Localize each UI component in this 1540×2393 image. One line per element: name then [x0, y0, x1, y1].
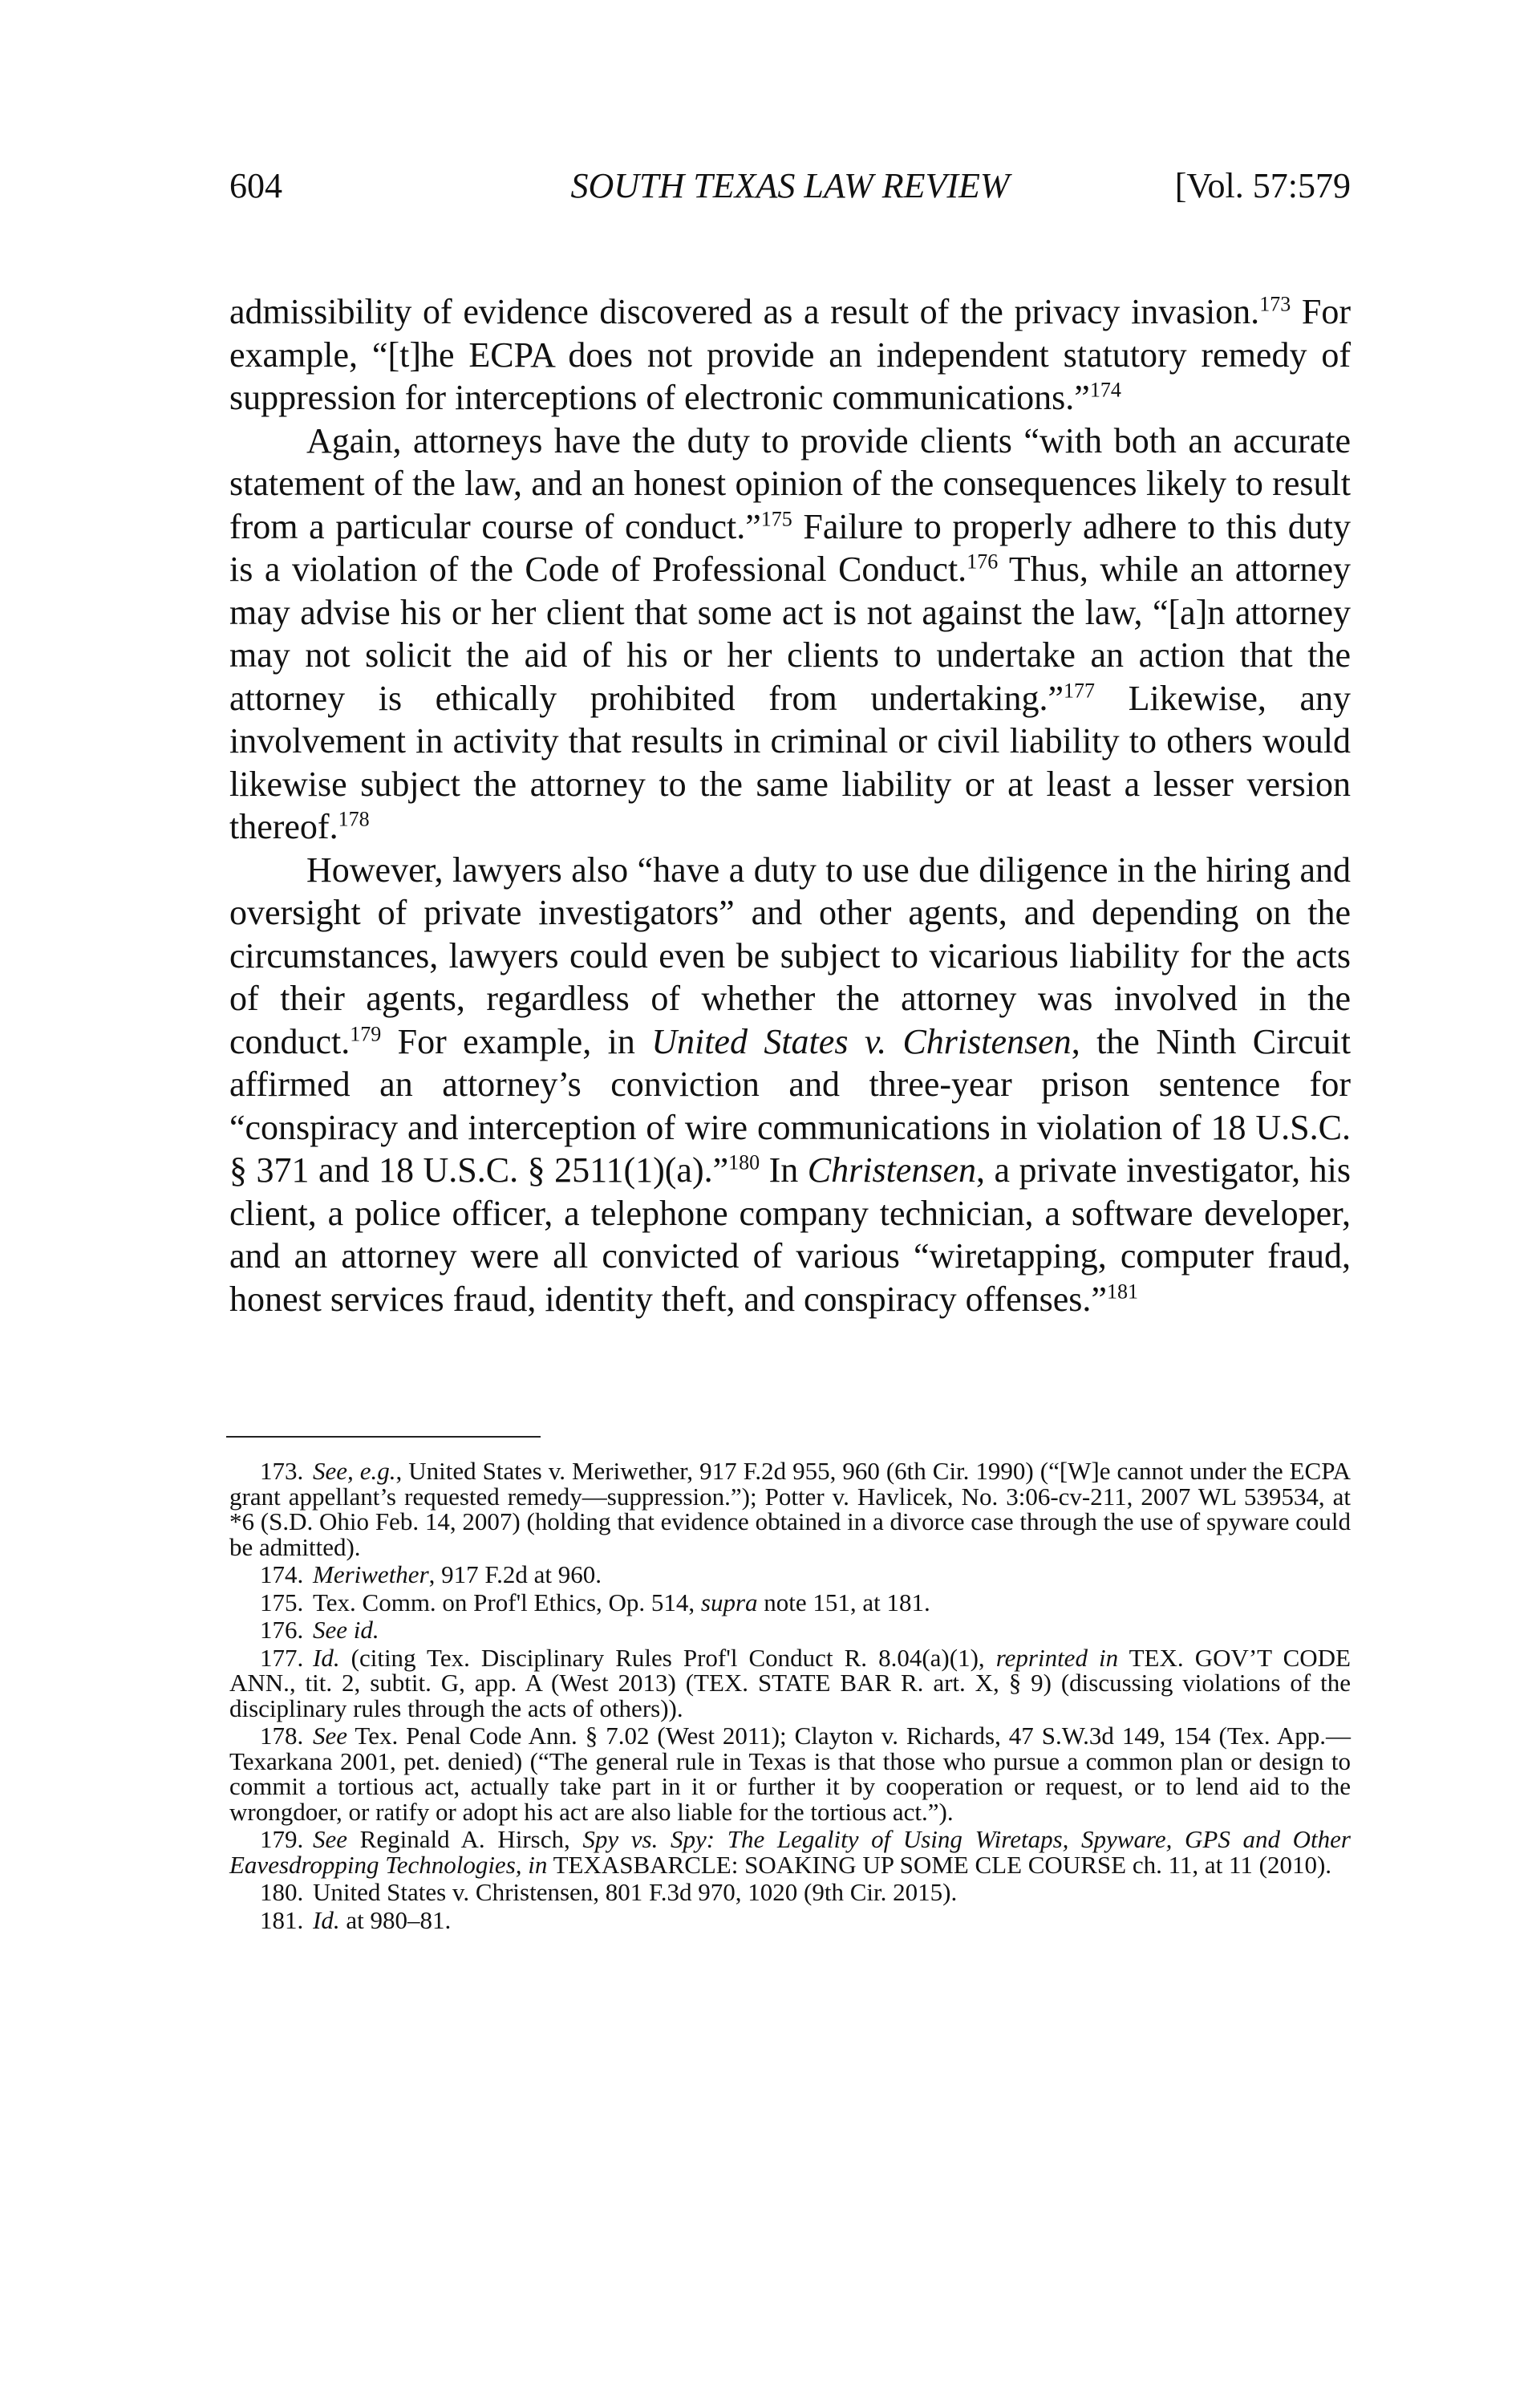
footnote-174: 174. Meriwether, 917 F.2d at 960.	[260, 1560, 602, 1588]
volume-citation: [Vol. 57:579	[1174, 166, 1351, 205]
footnote-176: 176. See id.	[260, 1616, 379, 1644]
footnote-ref-180[interactable]: 180	[728, 1150, 760, 1174]
footnote-ref-174[interactable]: 174	[1089, 378, 1121, 402]
running-header	[229, 165, 1351, 213]
case-name: Christensen	[807, 1150, 976, 1190]
footnote-179: 179. See Reginald A. Hirsch, Spy vs. Spy: The Legality of Using Wiretaps, Spyware, GPS and Other Eavesdropping Technologies, in TEXASBARCLE: SOAKING UP SOME CLE COURSE ch. 11, at 11 (2010).	[229, 1825, 1351, 1879]
footnote-178: 178. See Tex. Penal Code Ann. § 7.02 (West 2011); Clayton v. Richards, 47 S.W.3d 149, 154 (Tex. App.—Texarkana 2001, pet. denied) (“The general rule in Texas is that those who pursue a common plan or design to commit a tortious act, actually take part in it or further it by cooperation or request, or to lend aid to the wrongdoer, or ratify or adopt his act are also liable for the tortious act.”).	[229, 1722, 1351, 1826]
footnote-divider	[226, 1436, 541, 1438]
footnotes	[229, 1458, 1351, 1935]
case-name: United States v. Christensen	[651, 1021, 1072, 1061]
footnote-177: 177. Id. (citing Tex. Disciplinary Rules Prof'l Conduct R. 8.04(a)(1), reprinted in TEX. GOV’T CODE ANN., tit. 2, subtit. G, app. A (West 2013) (TEX. STATE BAR R. art. X, § 9) (discussing violations of the disciplinary rules through the acts of others)).	[229, 1643, 1351, 1722]
footnote-ref-173[interactable]: 173	[1259, 292, 1291, 316]
paragraph-2: Again, attorneys have the duty to provide clients “with both an accurate statement of the law, and an honest opinion of the consequences likely to result from a particular course of conduct.”$^{175}$ Failure to properly adhere to this duty is a violation of the Code of Professional Conduct.$^{176}$ Thus, while an attorney may advise his or her client that some act is not against the law, “[a]n attorney may not solicit the aid of his or her clients to undertake an action that the attorney is ethically prohibited from undertaking.”$^{177}$ Likewise, any involvement in activity that results in criminal or civil liability to others would likewise subject the attorney to the same liability or at least a lesser version thereof.$^{178}$	[229, 420, 1352, 846]
journal-title: SOUTH TEXAS LAW REVIEW	[570, 166, 1010, 205]
footnote-ref-179[interactable]: 179	[350, 1021, 382, 1045]
footnote-ref-177[interactable]: 177	[1064, 678, 1096, 702]
footnote-175: 175. Tex. Comm. on Prof'l Ethics, Op. 514, supra note 151, at 181.	[260, 1588, 930, 1616]
footnote-ref-181[interactable]: 181	[1106, 1279, 1138, 1303]
footnote-ref-175[interactable]: 175	[760, 506, 792, 530]
footnote-ref-176[interactable]: 176	[967, 550, 999, 574]
page-number: 604	[229, 166, 282, 205]
main-text	[229, 290, 1351, 1320]
paragraph-3: However, lawyers also “have a duty to use due diligence in the hiring and oversight of private investigators” and other agents, and depending on the circumstances, lawyers could even be subject to vicarious liability for the acts of their agents, regardless of whether the attorney was involved in the conduct.$^{179}$ For example, in United States v. Christensen, the Ninth Circuit affirmed an attorney’s conviction and three-year prison sentence for “conspiracy and interception of wire communications in violation of 18 U.S.C. § 371 and 18 U.S.C. § 2511(1)(a).”$^{180}$ In Christensen, a private investigator, his client, a police officer, a telephone company technician, a software developer, and an attorney were all convicted of various “wiretapping, computer fraud, honest services fraud, identity theft, and conspiracy offenses.”$^{181}$	[229, 850, 1352, 1319]
footnote-ref-178[interactable]: 178	[338, 807, 370, 831]
paragraph-1: admissibility of evidence discovered as a result of the privacy invasion.$^{173}$ For example, “[t]he ECPA does not provide an independent statutory remedy of suppression for interceptions of electronic communications.”$^{174}$	[229, 292, 1351, 417]
footnote-173: 173. See, e.g., United States v. Meriwether, 917 F.2d 955, 960 (6th Cir. 1990) (“[W]e cannot under the ECPA grant appellant’s requested remedy—suppression.”); Potter v. Havlicek, No. 3:06-cv-211, 2007 WL 539534, at *6 (S.D. Ohio Feb. 14, 2007) (holding that evidence obtained in a divorce case through the use of spyware could be admitted).	[229, 1457, 1351, 1561]
footnote-181: 181. Id. at 980–81.	[260, 1905, 452, 1934]
footnote-180: 180. United States v. Christensen, 801 F.3d 970, 1020 (9th Cir. 2015).	[260, 1878, 958, 1906]
